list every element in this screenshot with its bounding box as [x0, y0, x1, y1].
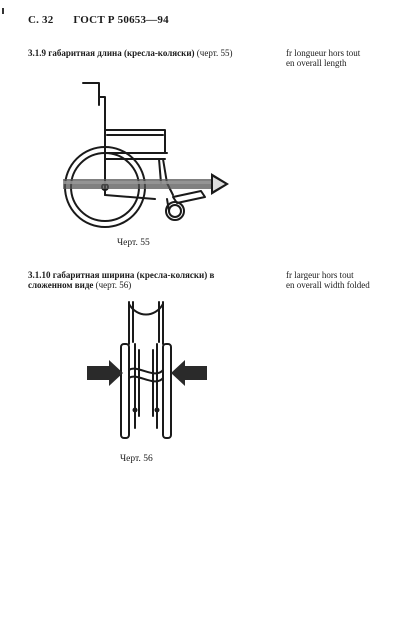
french-equivalent: fr largeur hors tout [286, 270, 354, 280]
translations-3-1-10 [286, 270, 401, 290]
term-text: габаритная ширина (кресла-коляски) в сложенном виде [28, 270, 215, 290]
english-equivalent: en overall length [286, 58, 347, 68]
figure-caption-56: Черт. 56 [120, 454, 153, 464]
english-equivalent: en overall width folded [286, 280, 370, 290]
page-number: С. 32 [28, 14, 54, 26]
term-text: габаритная длина (кресла-коляски) [48, 48, 195, 58]
standard-code: ГОСТ Р 50653—94 [73, 14, 169, 26]
figure-55-wheelchair-side [55, 75, 235, 235]
term-number: 3.1.10 [28, 270, 51, 280]
figure-56-wheelchair-folded [85, 298, 215, 448]
term-entry-3-1-9 [28, 48, 256, 58]
term-entry-3-1-10 [28, 270, 256, 290]
figure-caption-55: Черт. 55 [117, 238, 150, 248]
french-equivalent: fr longueur hors tout [286, 48, 361, 58]
term-number: 3.1.9 [28, 48, 46, 58]
margin-mark [2, 8, 4, 14]
translations-3-1-9 [286, 48, 401, 68]
figure-reference: (черт. 56) [95, 280, 132, 290]
page-header [28, 14, 169, 26]
figure-reference: (черт. 55) [196, 48, 233, 58]
